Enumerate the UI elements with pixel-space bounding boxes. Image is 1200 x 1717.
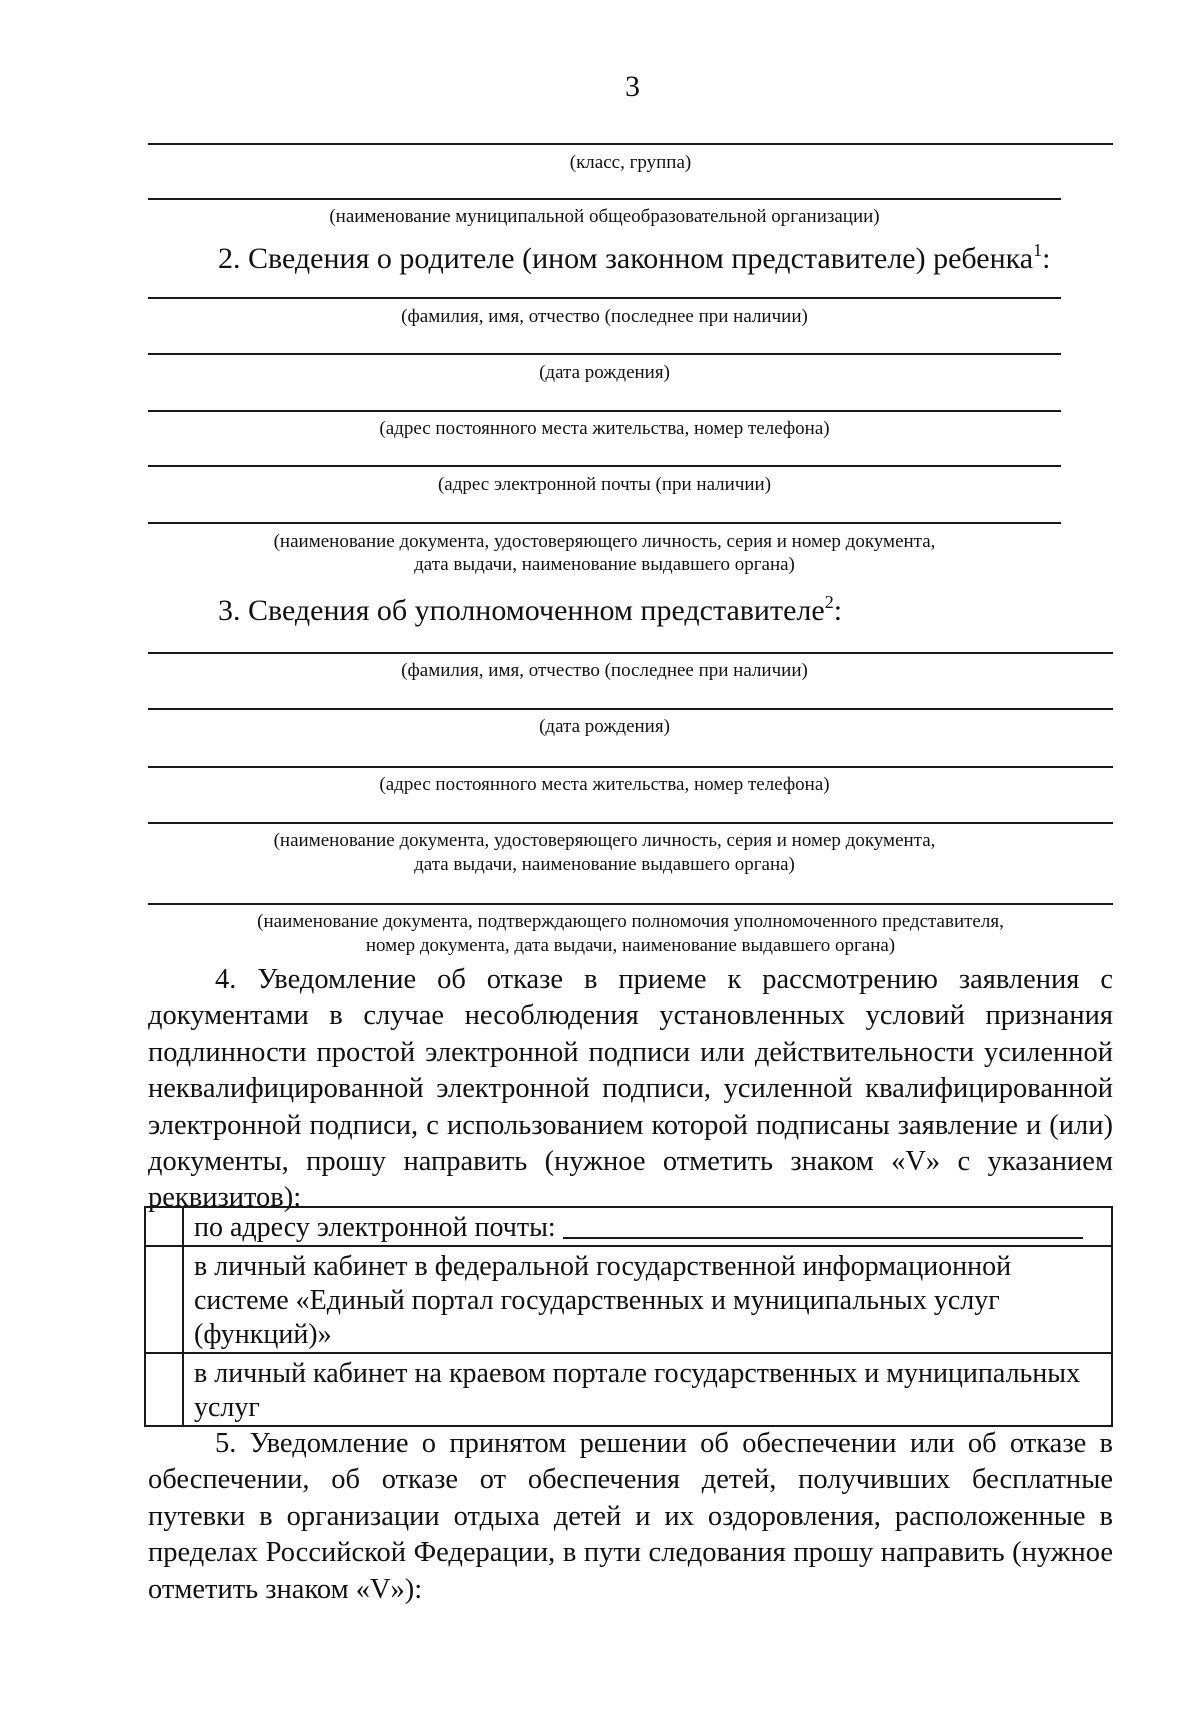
section-3-heading: 3. Сведения об уполномоченном представителе$^2$: (218, 592, 843, 627)
rep-birth-caption: (дата рождения) (539, 716, 670, 737)
school-caption: (наименование муниципальной общеобразовательной организации) (329, 206, 880, 227)
parent-birth-caption: (дата рождения) (539, 362, 670, 383)
section-4-paragraph: 4. Уведомление об отказе в приеме к рассмотрению заявления с документами в случае несоблюдения установленных условий признания подлинности простой электронной подписи или действительности усиленной неквалифицированной электронной подписи, усиленной квалифицированной электронной подписи, с использованием которой подписаны заявление и (или) документы, прошу направить (нужное отметить знаком «V» с указанием реквизитов): (148, 964, 1113, 1214)
parent-fio-line[interactable] (148, 297, 1061, 299)
page-number: 3 (625, 70, 640, 103)
option-email: по адресу электронной почты: (183, 1207, 1112, 1246)
parent-birth-line[interactable] (148, 353, 1061, 355)
option-row (145, 1353, 1112, 1426)
class-field-line[interactable] (148, 143, 1113, 145)
rep-address-line[interactable] (148, 766, 1113, 768)
parent-fio-caption: (фамилия, имя, отчество (последнее при наличии) (401, 306, 808, 327)
parent-address-caption: (адрес постоянного места жительства, номер телефона) (379, 418, 830, 439)
parent-document-line[interactable] (148, 522, 1061, 524)
email-input-line[interactable] (563, 1211, 1083, 1239)
section-2-heading: 2. Сведения о родителе (ином законном представителе) ребенка$^1$: (218, 240, 1051, 275)
parent-document-caption-1: (наименование документа, удостоверяющего личность, серия и номер документа, (273, 531, 936, 552)
option-regional-portal: в личный кабинет на краевом портале государственных и муниципальных услуг (183, 1353, 1112, 1426)
rep-authority-line[interactable] (148, 903, 1113, 905)
option-email-checkbox[interactable] (145, 1207, 183, 1246)
rep-authority-caption-2: номер документа, дата выдачи, наименование выдавшего органа) (365, 935, 896, 956)
rep-birth-line[interactable] (148, 708, 1113, 710)
notification-options-table (144, 1206, 1113, 1427)
school-field-line[interactable] (148, 198, 1061, 200)
parent-email-line[interactable] (148, 465, 1061, 467)
rep-document-caption-2: дата выдачи, наименование выдавшего органа) (414, 854, 795, 875)
parent-address-line[interactable] (148, 410, 1061, 412)
rep-authority-caption-1: (наименование документа, подтверждающего полномочия уполномоченного представителя, (257, 911, 1004, 932)
class-caption: (класс, группа) (569, 152, 692, 173)
rep-fio-caption: (фамилия, имя, отчество (последнее при наличии) (401, 660, 808, 681)
rep-fio-line[interactable] (148, 652, 1113, 654)
parent-email-caption: (адрес электронной почты (при наличии) (437, 474, 772, 495)
option-row (145, 1246, 1112, 1353)
footnote-2-marker: 2 (824, 592, 834, 612)
option-federal-portal: в личный кабинет в федеральной государственной информационной системе «Единый портал государственных и муниципальных услуг (функций)» (183, 1246, 1112, 1353)
option-federal-portal-checkbox[interactable] (145, 1246, 183, 1353)
option-row (145, 1207, 1112, 1246)
option-regional-portal-checkbox[interactable] (145, 1353, 183, 1426)
footnote-1-marker: 1 (1033, 240, 1043, 260)
rep-address-caption: (адрес постоянного места жительства, номер телефона) (379, 774, 830, 795)
rep-document-line[interactable] (148, 822, 1113, 824)
parent-document-caption-2: дата выдачи, наименование выдавшего органа) (414, 554, 795, 575)
section-5-paragraph: 5. Уведомление о принятом решении об обеспечении или об отказе в обеспечении, об отказе от обеспечения детей, получивших бесплатные путевки в организации отдыха детей и их оздоровления, расположенные в пределах Российской Федерации, в пути следования прошу направить (нужное отметить знаком «V»): (148, 1428, 1113, 1605)
rep-document-caption-1: (наименование документа, удостоверяющего личность, серия и номер документа, (273, 830, 936, 851)
